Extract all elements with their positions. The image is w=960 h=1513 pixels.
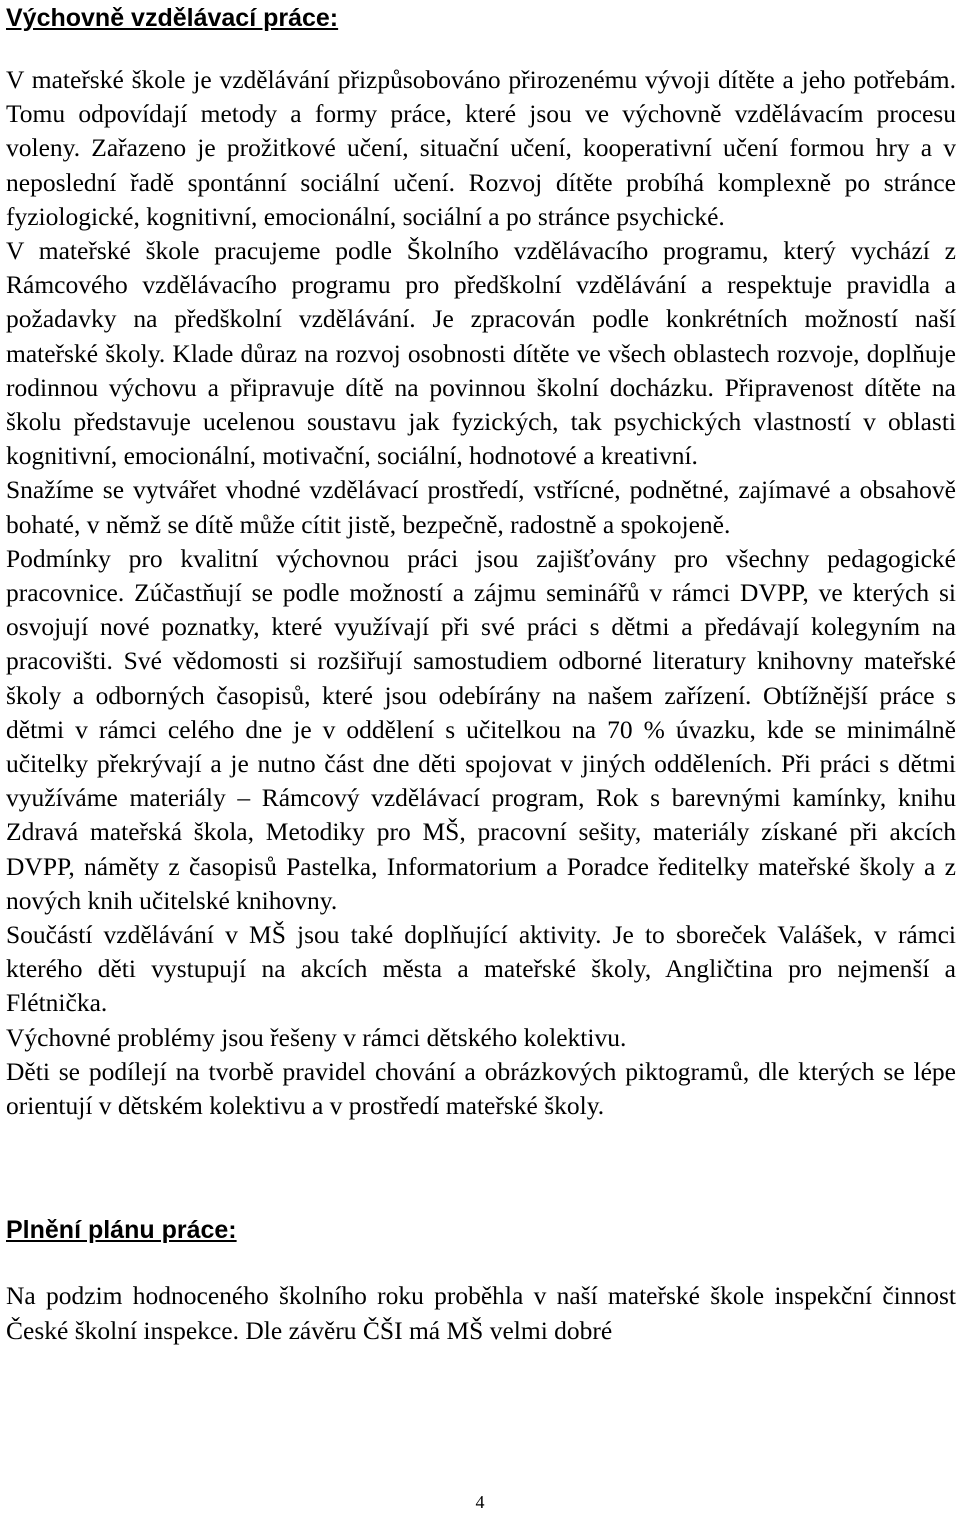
section-heading-plan-fulfilment: Plnění plánu práce: (6, 1216, 237, 1245)
paragraph: Součástí vzdělávání v MŠ jsou také doplňující aktivity. Je to sboreček Valášek, v rámci kterého děti vystupují na akcích města a mateřské školy, Angličtina pro nejmenší a Flétnička. (6, 920, 956, 1018)
section-heading-educational-work: Výchovně vzdělávací práce: (6, 4, 339, 32)
paragraph: V mateřské škole pracujeme podle Školního vzdělávacího programu, který vychází z Rámcového vzdělávacího programu pro předškolní vzdělávání a respektuje pravidla a požadavky na předškolní vzdělávání. Je zpracován podle konkrétních možností naší mateřské školy. Klade důraz na rozvoj osobnosti dítěte ve všech oblastech rozvoje, doplňuje rodinnou výchovu a připravuje dítě na povinnou školní docházku. Připravenost dítěte na školu představuje ucelenou soustavu jak fyzických, tak psychických vlastností v oblasti kognitivní, emocionální, motivační, sociální, hodnotové a kreativní. (6, 236, 956, 471)
paragraph: V mateřské škole je vzdělávání přizpůsobováno přirozenému vývoji dítěte a jeho potřebám. Tomu odpovídají metody a formy práce, které jsou ve výchovně vzdělávacím procesu voleny. Zařazeno je prožitkové učení, situační učení, kooperativní učení formou hry a v neposlední řadě spontánní sociální učení. Rozvoj dítěte probíhá komplexně po stránce fyziologické, kognitivní, emocionální, sociální a po stránce psychické. (6, 65, 956, 231)
section-body-plan-fulfilment (6, 1279, 956, 1347)
paragraph: Podmínky pro kvalitní výchovnou práci jsou zajišťovány pro všechny pedagogické pracovnice. Zúčastňují se podle možností a zájmu seminářů v rámci DVPP, ve kterých si osvojují nové poznatky, které využívají při své práci s dětmi a předávají kolegyním na pracovišti. Své vědomosti si rozšiřují samostudiem odborné literatury knihovny mateřské školy a odborných časopisů, které jsou odebírány na našem zařízení. Obtížnější práce s dětmi v rámci celého dne je v oddělení s učitelkou na 70 % úvazku, kde se minimálně učitelky překrývají a je nutno část dne děti spojovat v jiných odděleních. Při práci s dětmi využíváme materiály – Rámcový vzdělávací program, Rok s barevnými kamínky, knihu Zdravá mateřská škola, Metodiky pro MŠ, pracovní sešity, materiály získané při akcích DVPP, náměty z časopisů Pastelka, Informatorium a Poradce ředitelky mateřské školy a z nových knih učitelské knihovny. (6, 543, 956, 915)
page-number: 4 (475, 1492, 485, 1512)
section-body-educational-work (6, 63, 956, 1123)
paragraph: Děti se podílejí na tvorbě pravidel chování a obrázkových piktogramů, dle kterých se lépe orientují v dětském kolektivu a v prostředí mateřské školy. (6, 1056, 956, 1121)
paragraph: Na podzim hodnoceného školního roku proběhla v naší mateřské škole inspekční činnost České školní inspekce. Dle závěru ČŠI má MŠ velmi dobré (6, 1281, 956, 1345)
document-page (6, 0, 956, 1348)
paragraph: Snažíme se vytvářet vhodné vzdělávací prostředí, vstřícné, podnětné, zajímavé a obsahově bohaté, v němž se dítě může cítit jistě, bezpečně, radostně a spokojeně. (6, 475, 956, 539)
paragraph: Výchovné problémy jsou řešeny v rámci dětského kolektivu. (6, 1022, 627, 1052)
